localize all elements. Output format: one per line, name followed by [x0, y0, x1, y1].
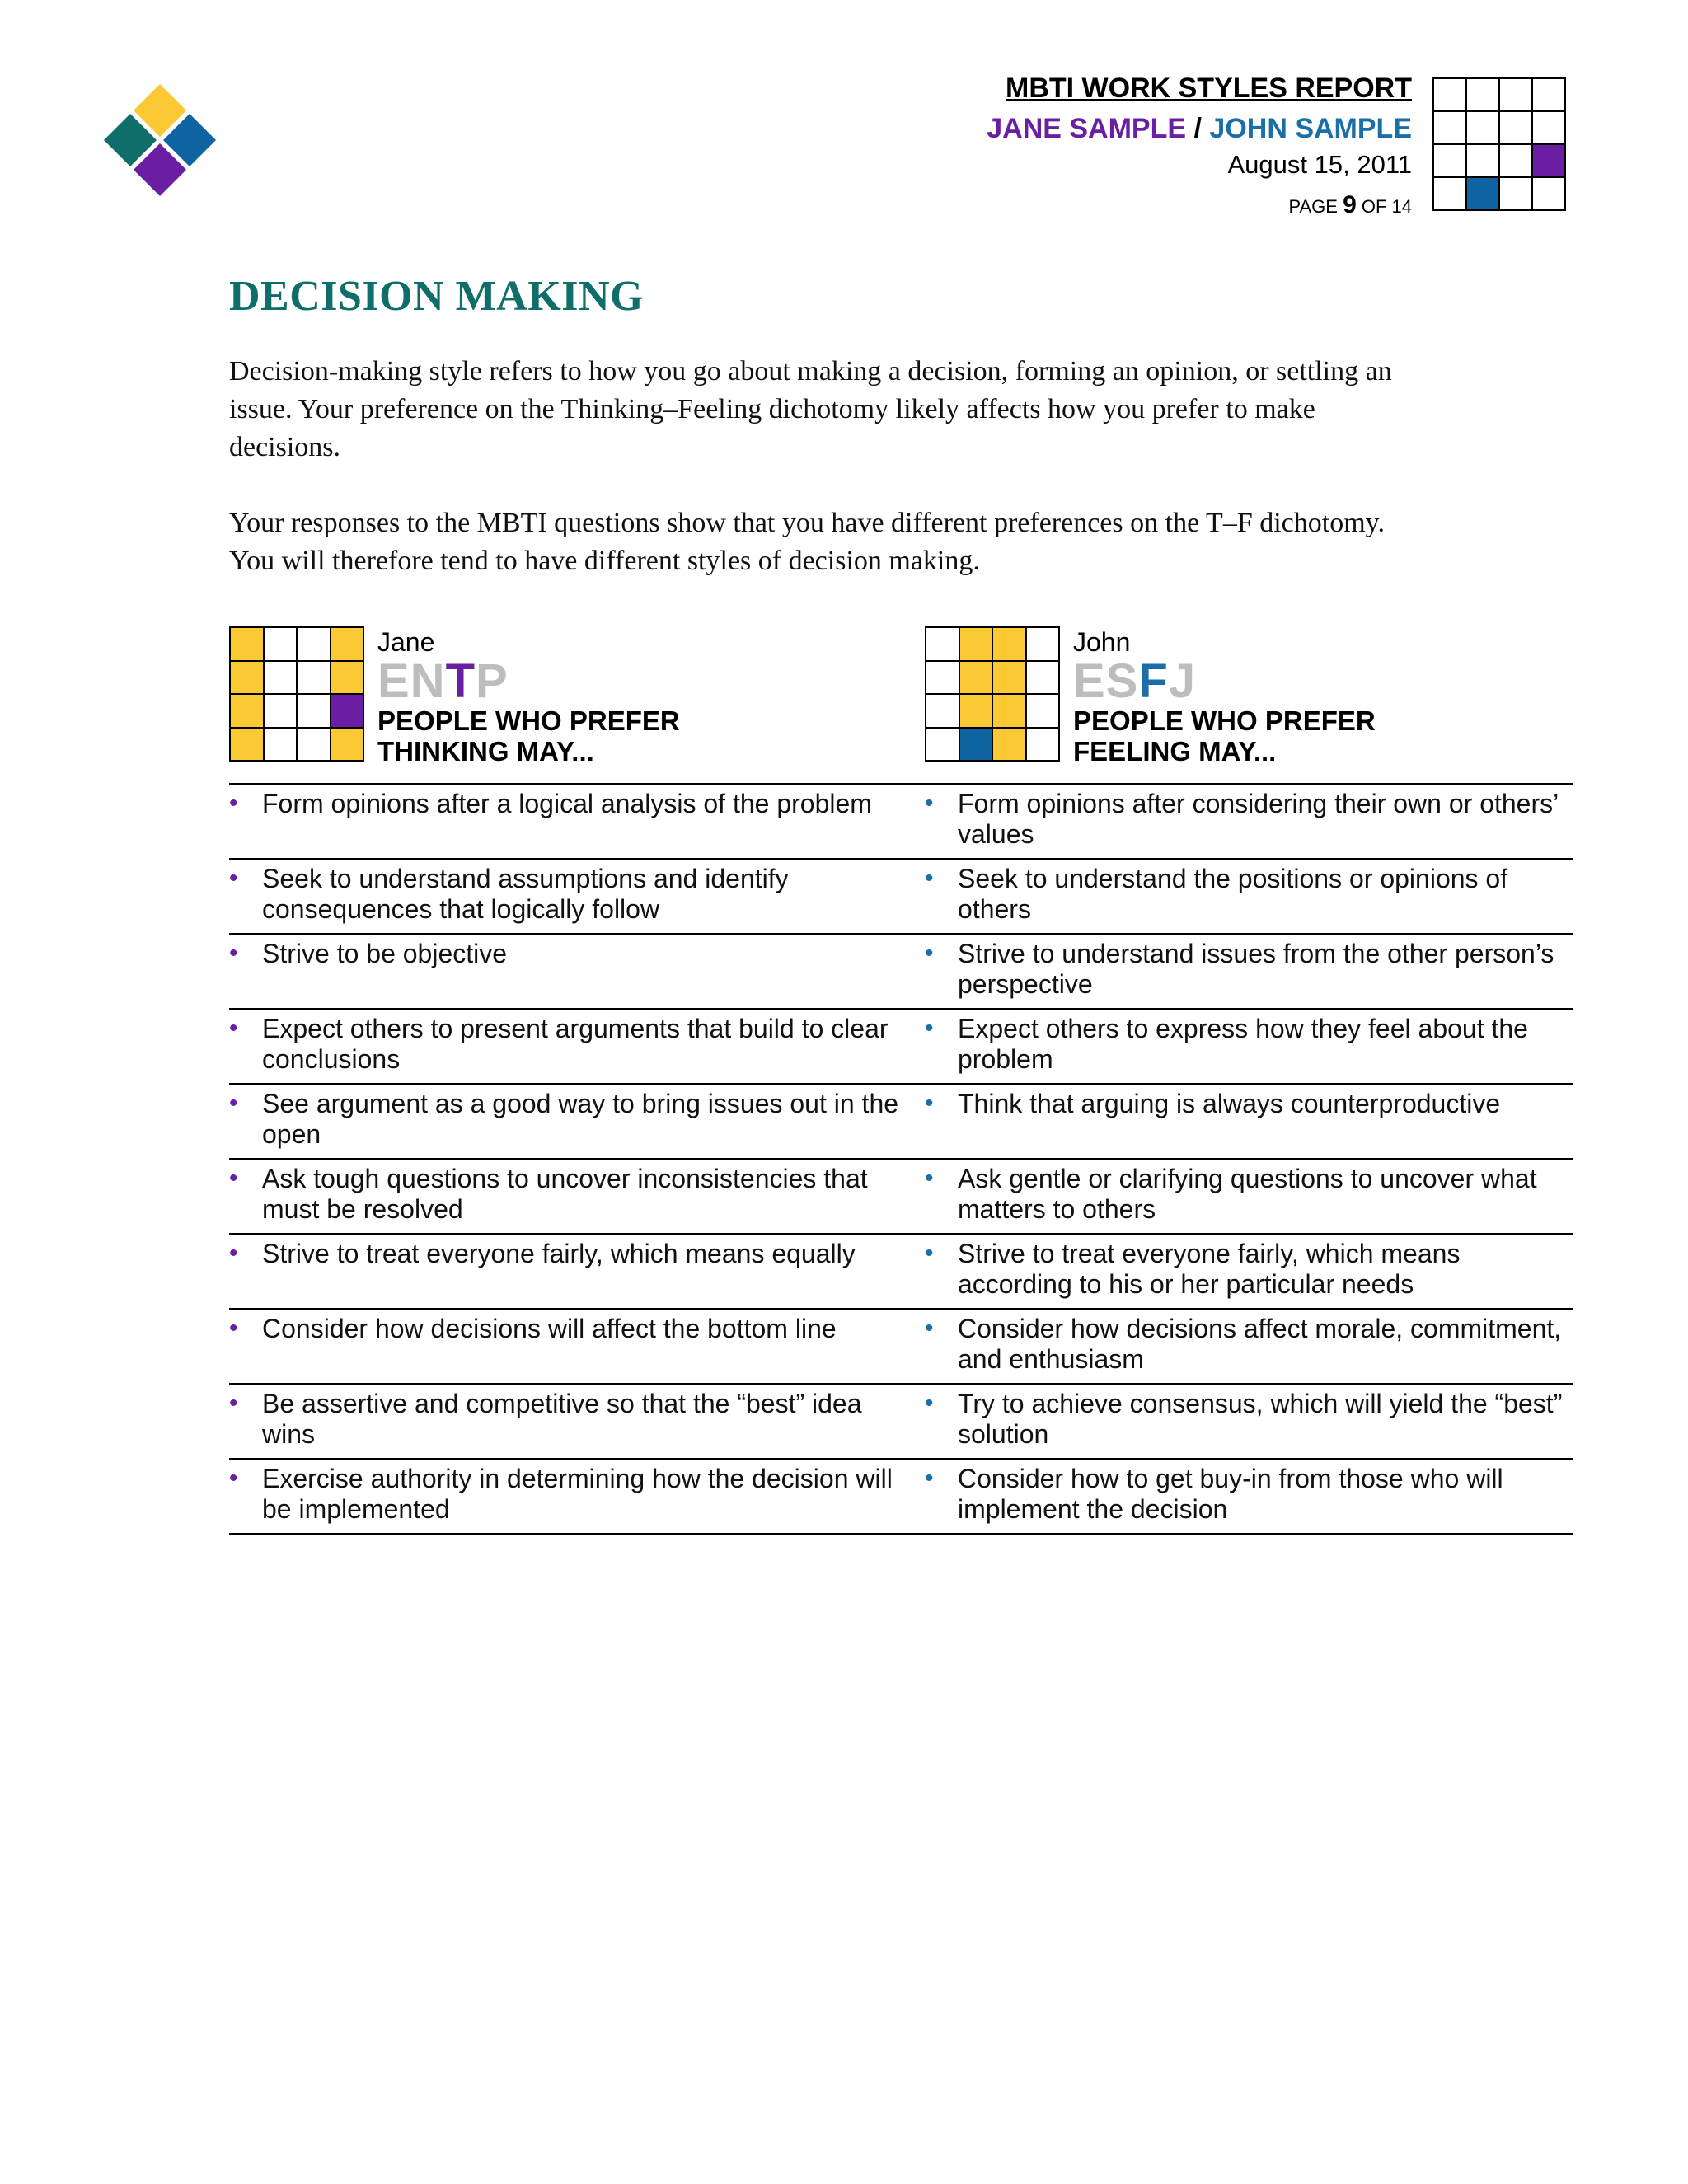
report-title: MBTI WORK STYLES REPORT — [1006, 73, 1412, 104]
jane-type-grid-icon — [229, 626, 364, 762]
table-row — [229, 1085, 1573, 1160]
thinking-item: Strive to treat everyone fairly, which means equally — [262, 1239, 856, 1268]
thinking-item: Ask tough questions to uncover inconsistencies that must be resolved — [262, 1164, 868, 1224]
feeling-item: Consider how decisions affect morale, commitment, and enthusiasm — [958, 1314, 1562, 1374]
bullet-icon: • — [925, 1315, 934, 1342]
bullet-icon: • — [925, 1465, 934, 1492]
feeling-item: Strive to treat everyone fairly, which means according to his or her particular needs — [958, 1239, 1461, 1299]
thinking-item: Consider how decisions will affect the bottom line — [262, 1314, 837, 1343]
feeling-item: Seek to understand the positions or opinions of others — [958, 864, 1508, 924]
john-label: John — [1073, 627, 1131, 657]
thinking-item: Exercise authority in determining how the decision will be implemented — [262, 1464, 893, 1524]
bullet-icon: • — [925, 940, 934, 967]
table-row — [229, 935, 1573, 1010]
feeling-item: Strive to understand issues from the other person’s perspective — [958, 939, 1554, 999]
thinking-item: Be assertive and competitive so that the “best” idea wins — [262, 1389, 862, 1449]
table-row — [229, 1310, 1573, 1385]
bullet-icon: • — [925, 1390, 934, 1417]
name-john: JOHN SAMPLE — [1209, 113, 1412, 144]
feeling-item: Think that arguing is always counterproductive — [958, 1089, 1501, 1118]
john-prefer-line-1: PEOPLE WHO PREFER — [1073, 705, 1376, 736]
bullet-icon: • — [925, 1015, 934, 1042]
thinking-item: See argument as a good way to bring issues out in the open — [262, 1089, 899, 1149]
table-row — [229, 1010, 1573, 1085]
comparison-table — [229, 783, 1573, 1535]
jane-type-code: ENTP — [377, 654, 509, 708]
bullet-icon: • — [229, 865, 238, 892]
table-row — [229, 1160, 1573, 1235]
intro-paragraph-2: Your responses to the MBTI questions show that you have different preferences on the T–F dichotomy. You will therefore tend to have different styles of decision making. — [229, 508, 1385, 576]
name-jane: JANE SAMPLE — [987, 113, 1187, 144]
bullet-icon: • — [925, 865, 934, 892]
bullet-icon: • — [229, 1090, 238, 1117]
john-type-code: ESFJ — [1073, 654, 1197, 708]
bullet-icon: • — [925, 1165, 934, 1192]
feeling-item: Ask gentle or clarifying questions to uncover what matters to others — [958, 1164, 1537, 1224]
thinking-item: Strive to be objective — [262, 939, 508, 968]
bullet-icon: • — [925, 1240, 934, 1267]
feeling-item: Try to achieve consensus, which will yield the “best” solution — [958, 1389, 1563, 1449]
page-number: 9 — [1343, 191, 1357, 218]
bullet-icon: • — [229, 790, 238, 817]
header-type-grid-icon — [1432, 77, 1566, 211]
table-row — [229, 1385, 1573, 1460]
report-names — [987, 113, 1412, 145]
intro-paragraph-1: Decision-making style refers to how you go about making a decision, forming an opinion, or settling an issue. Your preference on the Thinking–Feeling dichotomy likely affects how you prefer to make decisions. — [229, 356, 1392, 462]
bullet-icon: • — [229, 1465, 238, 1492]
john-type-grid-icon — [925, 626, 1060, 762]
table-row — [229, 1460, 1573, 1535]
table-row — [229, 1235, 1573, 1310]
bullet-icon: • — [229, 1165, 238, 1192]
jane-prefer-line-1: PEOPLE WHO PREFER — [377, 705, 680, 736]
jane-label: Jane — [377, 627, 435, 657]
feeling-item: Expect others to express how they feel about the problem — [958, 1014, 1528, 1074]
thinking-item: Expect others to present arguments that build to clear conclusions — [262, 1014, 889, 1074]
table-row — [229, 785, 1573, 860]
page-indicator: PAGE 9 OF 14 — [1288, 191, 1412, 218]
bullet-icon: • — [229, 1240, 238, 1267]
diamond-logo-icon — [102, 82, 218, 198]
name-separator: / — [1186, 113, 1210, 144]
bullet-icon: • — [229, 1315, 238, 1342]
feeling-item: Consider how to get buy-in from those who will implement the decision — [958, 1464, 1503, 1524]
jane-prefer-line-2: THINKING MAY... — [377, 736, 594, 766]
bullet-icon: • — [925, 790, 934, 817]
thinking-item: Form opinions after a logical analysis of the problem — [262, 789, 872, 818]
bullet-icon: • — [925, 1090, 934, 1117]
bullet-icon: • — [229, 1015, 238, 1042]
bullet-icon: • — [229, 1390, 238, 1417]
feeling-item: Form opinions after considering their own or others’ values — [958, 789, 1559, 849]
thinking-item: Seek to understand assumptions and identify consequences that logically follow — [262, 864, 789, 924]
bullet-icon: • — [229, 940, 238, 967]
section-title: DECISION MAKING — [229, 273, 644, 320]
table-row — [229, 860, 1573, 935]
report-date: August 15, 2011 — [1227, 150, 1412, 179]
john-prefer-line-2: FEELING MAY... — [1073, 736, 1277, 766]
